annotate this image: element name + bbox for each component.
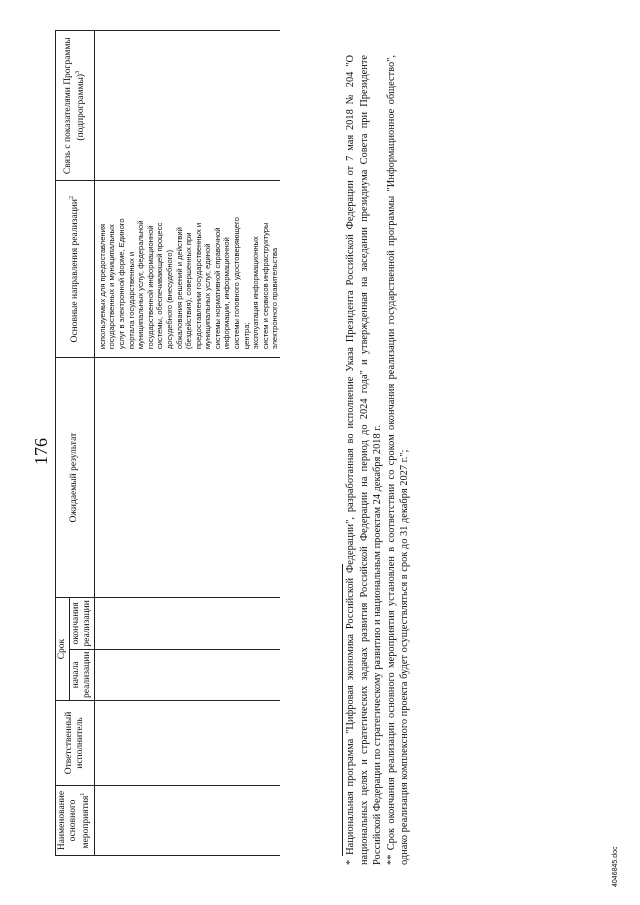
footnotes [344, 55, 412, 865]
directions-line: систем и сервисов инфраструктуры [260, 222, 270, 350]
header-end: окончания реализации [69, 598, 94, 649]
footnote-divider [342, 564, 343, 856]
header-directions-sup: 2 [68, 195, 76, 200]
cell-executor [94, 701, 280, 786]
directions-line: государственной информационной [145, 225, 155, 350]
directions-line: муниципальных услуг, федеральной [136, 220, 146, 350]
header-link-indicators: Связь с показателями Программы (подпрограммы)$^3$ [56, 31, 95, 181]
cell-expected-result [94, 358, 280, 598]
directions-line: досудебного (внесудебного) [164, 249, 174, 350]
page-number: 176 [31, 438, 51, 465]
directions-line: электронного правительства [270, 247, 280, 350]
directions-line: системы головного удостоверяющего [232, 217, 242, 350]
directions-line: системы, обеспечивающей процесс [155, 222, 165, 350]
directions-line: системы нормативной справочной [212, 227, 222, 350]
header-activity-name: Наименование основного мероприятия$^1$ [56, 786, 95, 856]
cell-start [94, 649, 280, 700]
header-directions: Основные направления реализации$^2$ [56, 181, 95, 358]
header-start: начала реализации [69, 649, 94, 700]
header-executor: Ответственный исполнитель [56, 701, 95, 786]
header-term: Срок [56, 598, 70, 701]
cell-link-indicators [94, 31, 280, 181]
directions-line: центра; [241, 322, 251, 350]
directions-line: услуг в электронной форме, Единого [116, 218, 126, 350]
footnote-1: * Национальная программа "Цифровая экономика Российской Федерации", разработанная во исполнение Указа Президента Российской Федерации от 7 мая 2018 № 204 "О национальных целях и стратегических задачах развития Российской Федерации на период до 2024 года" и утвержденная на заседании президиума Совета при Президенте Российской Федерации по стратегическому развитию и национальным проектам 24 декабря 2018 г. [345, 55, 384, 865]
header-activity-name-sup: 1 [79, 792, 87, 796]
directions-line: информации, информационной [222, 237, 232, 350]
directions-line: государственных и муниципальных [107, 224, 117, 350]
directions-line: эксплуатация информационных [251, 236, 261, 350]
program-table [55, 30, 280, 856]
cell-activity-name [94, 786, 280, 856]
header-expected-result: Ожидаемый результат [56, 358, 95, 598]
directions-line: используемых для предоставления [97, 224, 107, 350]
directions-line: обжалования решений и действий [174, 227, 184, 350]
cell-directions [94, 181, 280, 358]
document-code: 4046845.doc [612, 846, 619, 887]
header-link-indicators-sup: 3 [73, 70, 81, 74]
directions-line: муниципальных услуг, единой [203, 243, 213, 350]
directions-line: портала государственных и [126, 251, 136, 350]
table-row [94, 31, 280, 856]
directions-line: (бездействия), совершенных при [184, 232, 194, 350]
directions-line: предоставлении государственных и [193, 222, 203, 350]
directions-text [95, 181, 280, 357]
footnote-2: ** Срок окончания реализации основного мероприятия установлен в соответствии со сроком окончания реализации государственной программы "Информационное общество", однако реализация комплексного проекта будет осуществляться в срок до 31 декабря 2027 г."; [385, 55, 411, 865]
cell-end [94, 598, 280, 649]
